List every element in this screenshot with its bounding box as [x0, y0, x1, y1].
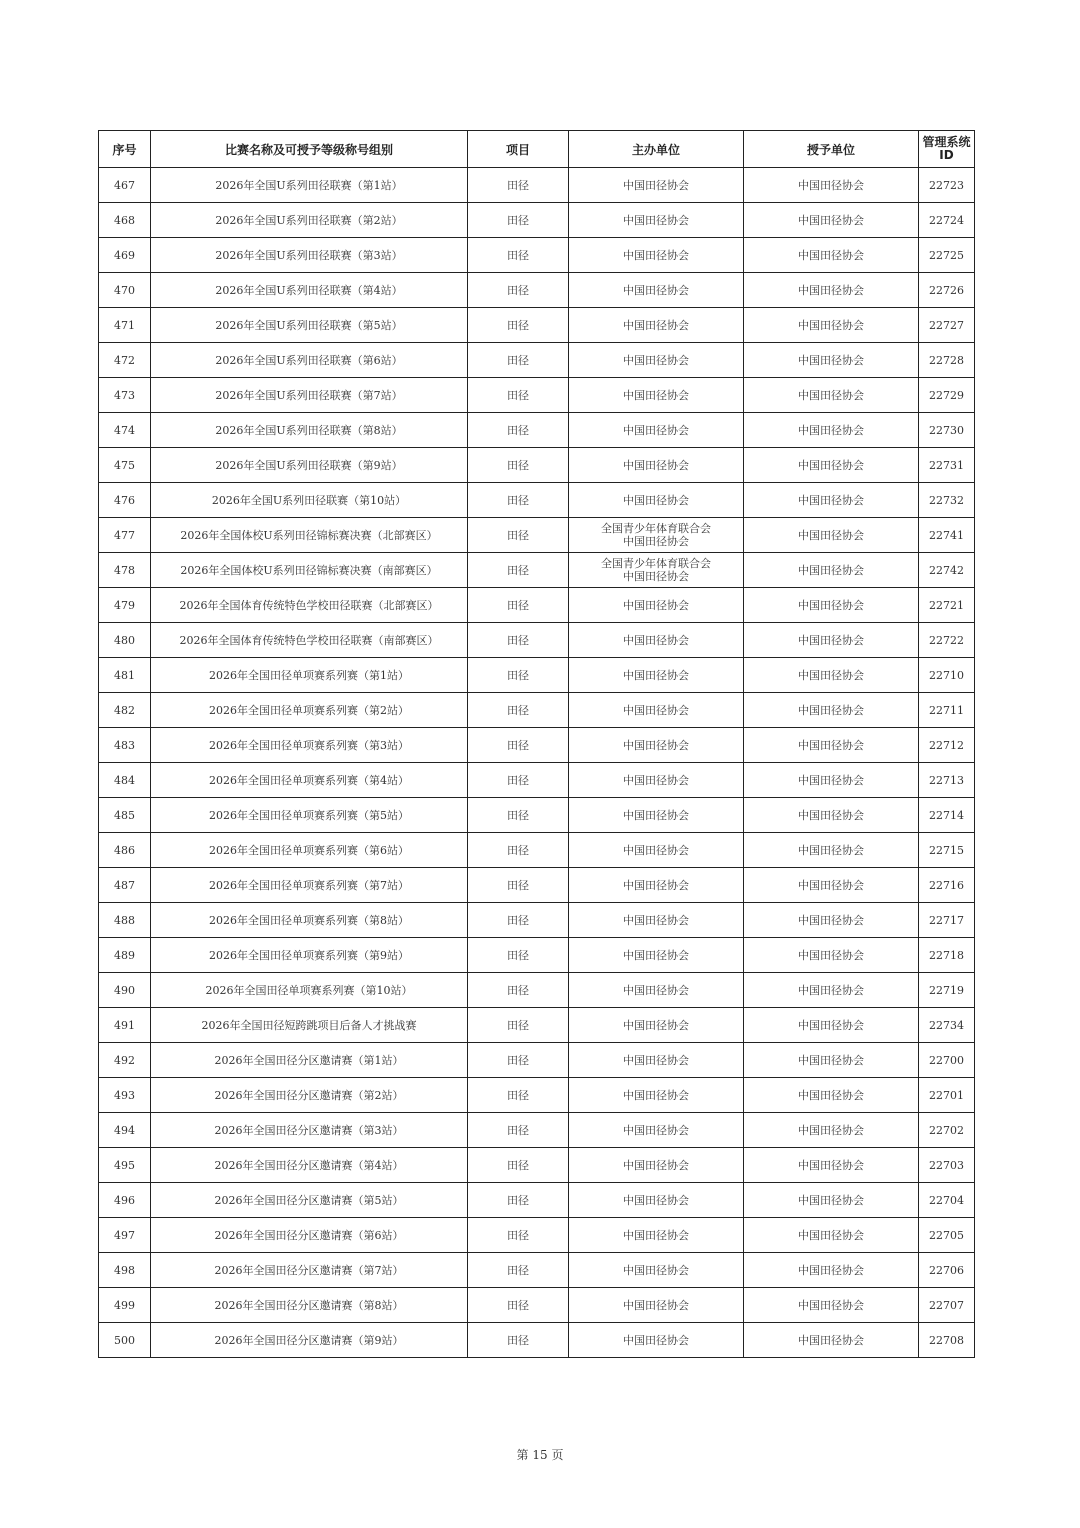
cell-grantor: 中国田径协会	[744, 483, 919, 518]
cell-name: 2026年全国田径单项赛系列赛（第1站）	[151, 658, 468, 693]
table-row	[99, 168, 975, 203]
cell-no: 471	[99, 308, 151, 343]
cell-no: 480	[99, 623, 151, 658]
cell-no: 485	[99, 798, 151, 833]
cell-name: 2026年全国田径分区邀请赛（第4站）	[151, 1148, 468, 1183]
host-org-line: 全国青少年体育联合会	[601, 522, 711, 535]
cell-no: 500	[99, 1323, 151, 1358]
cell-system-id: 22701	[919, 1078, 975, 1113]
page-number: 第 15 页	[516, 1448, 564, 1462]
table-row	[99, 1148, 975, 1183]
cell-name: 2026年全国U系列田径联赛（第3站）	[151, 238, 468, 273]
cell-no: 484	[99, 763, 151, 798]
cell-sport: 田径	[468, 658, 569, 693]
cell-sport: 田径	[468, 203, 569, 238]
cell-name: 2026年全国田径单项赛系列赛（第5站）	[151, 798, 468, 833]
cell-no: 495	[99, 1148, 151, 1183]
cell-sport: 田径	[468, 1008, 569, 1043]
cell-name: 2026年全国田径单项赛系列赛（第4站）	[151, 763, 468, 798]
cell-host	[569, 728, 744, 763]
cell-system-id: 22719	[919, 973, 975, 1008]
cell-host	[569, 553, 744, 588]
cell-sport: 田径	[468, 903, 569, 938]
cell-sport: 田径	[468, 868, 569, 903]
cell-sport: 田径	[468, 1043, 569, 1078]
table-row	[99, 1218, 975, 1253]
table-row	[99, 658, 975, 693]
cell-name: 2026年全国田径短跨跳项目后备人才挑战赛	[151, 1008, 468, 1043]
cell-host	[569, 623, 744, 658]
host-org-line: 中国田径协会	[623, 1193, 689, 1207]
cell-name: 2026年全国U系列田径联赛（第6站）	[151, 343, 468, 378]
cell-sport: 田径	[468, 413, 569, 448]
cell-sport: 田径	[468, 448, 569, 483]
table-row	[99, 1253, 975, 1288]
cell-no: 490	[99, 973, 151, 1008]
cell-name: 2026年全国U系列田径联赛（第1站）	[151, 168, 468, 203]
cell-host	[569, 868, 744, 903]
cell-system-id: 22732	[919, 483, 975, 518]
cell-name: 2026年全国田径单项赛系列赛（第6站）	[151, 833, 468, 868]
cell-name: 2026年全国田径分区邀请赛（第3站）	[151, 1113, 468, 1148]
cell-grantor: 中国田径协会	[744, 1218, 919, 1253]
host-org-line: 中国田径协会	[623, 1333, 689, 1347]
cell-sport: 田径	[468, 483, 569, 518]
cell-sport: 田径	[468, 1323, 569, 1358]
cell-grantor: 中国田径协会	[744, 1008, 919, 1043]
host-org-line: 中国田径协会	[623, 1263, 689, 1277]
header-sport: 项目	[468, 131, 569, 168]
host-org-line: 中国田径协会	[623, 1158, 689, 1172]
cell-grantor: 中国田径协会	[744, 203, 919, 238]
table-header-row	[99, 131, 975, 168]
cell-system-id: 22725	[919, 238, 975, 273]
host-org-line: 中国田径协会	[623, 423, 689, 437]
host-org-line: 中国田径协会	[623, 458, 689, 472]
cell-grantor: 中国田径协会	[744, 1183, 919, 1218]
host-org-line: 中国田径协会	[623, 773, 689, 787]
cell-grantor: 中国田径协会	[744, 763, 919, 798]
cell-system-id: 22702	[919, 1113, 975, 1148]
cell-sport: 田径	[468, 1113, 569, 1148]
table-row	[99, 1288, 975, 1323]
table-row	[99, 553, 975, 588]
cell-sport: 田径	[468, 1288, 569, 1323]
cell-system-id: 22741	[919, 518, 975, 553]
cell-grantor: 中国田径协会	[744, 448, 919, 483]
host-org-line: 全国青少年体育联合会	[601, 557, 711, 570]
host-org-line: 中国田径协会	[623, 983, 689, 997]
cell-host	[569, 1218, 744, 1253]
cell-no: 478	[99, 553, 151, 588]
cell-host	[569, 203, 744, 238]
cell-sport: 田径	[468, 1253, 569, 1288]
table-row	[99, 798, 975, 833]
host-org-line: 中国田径协会	[623, 493, 689, 507]
cell-host	[569, 588, 744, 623]
table-row	[99, 238, 975, 273]
cell-no: 475	[99, 448, 151, 483]
cell-system-id: 22728	[919, 343, 975, 378]
cell-system-id: 22714	[919, 798, 975, 833]
cell-name: 2026年全国体育传统特色学校田径联赛（北部赛区）	[151, 588, 468, 623]
cell-grantor: 中国田径协会	[744, 378, 919, 413]
cell-no: 497	[99, 1218, 151, 1253]
cell-host	[569, 413, 744, 448]
cell-grantor: 中国田径协会	[744, 938, 919, 973]
cell-no: 491	[99, 1008, 151, 1043]
cell-sport: 田径	[468, 273, 569, 308]
cell-no: 499	[99, 1288, 151, 1323]
table-row	[99, 518, 975, 553]
cell-name: 2026年全国田径单项赛系列赛（第8站）	[151, 903, 468, 938]
cell-host	[569, 308, 744, 343]
cell-system-id: 22726	[919, 273, 975, 308]
cell-system-id: 22721	[919, 588, 975, 623]
table-row	[99, 588, 975, 623]
table-row	[99, 1078, 975, 1113]
cell-host	[569, 273, 744, 308]
cell-name: 2026年全国田径分区邀请赛（第2站）	[151, 1078, 468, 1113]
cell-system-id: 22731	[919, 448, 975, 483]
table-row	[99, 448, 975, 483]
cell-grantor: 中国田径协会	[744, 343, 919, 378]
cell-grantor: 中国田径协会	[744, 833, 919, 868]
table-row	[99, 203, 975, 238]
cell-sport: 田径	[468, 728, 569, 763]
cell-host	[569, 763, 744, 798]
cell-host	[569, 833, 744, 868]
host-org-line: 中国田径协会	[623, 633, 689, 647]
host-org-line: 中国田径协会	[623, 703, 689, 717]
cell-grantor: 中国田径协会	[744, 273, 919, 308]
cell-grantor: 中国田径协会	[744, 413, 919, 448]
cell-grantor: 中国田径协会	[744, 1043, 919, 1078]
cell-name: 2026年全国U系列田径联赛（第4站）	[151, 273, 468, 308]
cell-system-id: 22704	[919, 1183, 975, 1218]
cell-no: 486	[99, 833, 151, 868]
cell-system-id: 22715	[919, 833, 975, 868]
cell-system-id: 22729	[919, 378, 975, 413]
cell-grantor: 中国田径协会	[744, 308, 919, 343]
cell-grantor: 中国田径协会	[744, 973, 919, 1008]
cell-host	[569, 343, 744, 378]
table-row	[99, 623, 975, 658]
cell-no: 479	[99, 588, 151, 623]
header-no: 序号	[99, 131, 151, 168]
host-org-line: 中国田径协会	[623, 1088, 689, 1102]
cell-system-id: 22734	[919, 1008, 975, 1043]
host-org-line: 中国田径协会	[623, 913, 689, 927]
cell-sport: 田径	[468, 693, 569, 728]
cell-grantor: 中国田径协会	[744, 1148, 919, 1183]
cell-sport: 田径	[468, 308, 569, 343]
cell-no: 493	[99, 1078, 151, 1113]
cell-grantor: 中国田径协会	[744, 588, 919, 623]
cell-no: 492	[99, 1043, 151, 1078]
cell-system-id: 22708	[919, 1323, 975, 1358]
host-org-line: 中国田径协会	[623, 213, 689, 227]
competition-table	[98, 130, 975, 1358]
cell-grantor: 中国田径协会	[744, 1253, 919, 1288]
cell-sport: 田径	[468, 938, 569, 973]
host-org-line: 中国田径协会	[623, 1053, 689, 1067]
host-org-line: 中国田径协会	[623, 353, 689, 367]
cell-system-id: 22723	[919, 168, 975, 203]
header-system-id-line2: ID	[939, 148, 954, 162]
host-org-line: 中国田径协会	[623, 948, 689, 962]
cell-no: 489	[99, 938, 151, 973]
cell-grantor: 中国田径协会	[744, 518, 919, 553]
cell-host	[569, 1078, 744, 1113]
cell-name: 2026年全国U系列田径联赛（第9站）	[151, 448, 468, 483]
cell-grantor: 中国田径协会	[744, 1323, 919, 1358]
cell-system-id: 22718	[919, 938, 975, 973]
cell-no: 481	[99, 658, 151, 693]
cell-name: 2026年全国田径单项赛系列赛（第3站）	[151, 728, 468, 763]
host-org-line: 中国田径协会	[623, 598, 689, 612]
host-org-line: 中国田径协会	[623, 570, 689, 583]
cell-sport: 田径	[468, 1078, 569, 1113]
cell-grantor: 中国田径协会	[744, 623, 919, 658]
cell-name: 2026年全国U系列田径联赛（第5站）	[151, 308, 468, 343]
cell-no: 488	[99, 903, 151, 938]
cell-name: 2026年全国田径分区邀请赛（第5站）	[151, 1183, 468, 1218]
cell-system-id: 22730	[919, 413, 975, 448]
cell-host	[569, 1183, 744, 1218]
cell-system-id: 22742	[919, 553, 975, 588]
host-org-line: 中国田径协会	[623, 808, 689, 822]
host-org-line: 中国田径协会	[623, 388, 689, 402]
cell-sport: 田径	[468, 238, 569, 273]
cell-host	[569, 658, 744, 693]
table-row	[99, 378, 975, 413]
cell-sport: 田径	[468, 798, 569, 833]
cell-host	[569, 1043, 744, 1078]
cell-sport: 田径	[468, 1148, 569, 1183]
host-org-line: 中国田径协会	[623, 1228, 689, 1242]
host-org-line: 中国田径协会	[623, 318, 689, 332]
cell-host	[569, 973, 744, 1008]
cell-sport: 田径	[468, 1183, 569, 1218]
cell-system-id: 22703	[919, 1148, 975, 1183]
header-system-id-line1: 管理系统	[922, 135, 971, 149]
cell-name: 2026年全国U系列田径联赛（第8站）	[151, 413, 468, 448]
host-org-line: 中国田径协会	[623, 248, 689, 262]
cell-system-id: 22722	[919, 623, 975, 658]
cell-host	[569, 1323, 744, 1358]
cell-grantor: 中国田径协会	[744, 553, 919, 588]
host-org-line: 中国田径协会	[623, 843, 689, 857]
cell-name: 2026年全国田径单项赛系列赛（第10站）	[151, 973, 468, 1008]
cell-sport: 田径	[468, 518, 569, 553]
cell-sport: 田径	[468, 343, 569, 378]
cell-no: 482	[99, 693, 151, 728]
host-org-line: 中国田径协会	[623, 283, 689, 297]
cell-no: 472	[99, 343, 151, 378]
cell-grantor: 中国田径协会	[744, 1288, 919, 1323]
cell-host	[569, 693, 744, 728]
cell-system-id: 22716	[919, 868, 975, 903]
cell-host	[569, 518, 744, 553]
cell-name: 2026年全国田径分区邀请赛（第6站）	[151, 1218, 468, 1253]
cell-system-id: 22711	[919, 693, 975, 728]
cell-host	[569, 1253, 744, 1288]
cell-sport: 田径	[468, 588, 569, 623]
cell-grantor: 中国田径协会	[744, 868, 919, 903]
cell-no: 467	[99, 168, 151, 203]
cell-sport: 田径	[468, 553, 569, 588]
cell-no: 483	[99, 728, 151, 763]
cell-system-id: 22724	[919, 203, 975, 238]
host-org-line: 中国田径协会	[623, 668, 689, 682]
cell-grantor: 中国田径协会	[744, 1078, 919, 1113]
cell-name: 2026年全国体育传统特色学校田径联赛（南部赛区）	[151, 623, 468, 658]
cell-system-id: 22700	[919, 1043, 975, 1078]
cell-host	[569, 483, 744, 518]
cell-no: 468	[99, 203, 151, 238]
cell-no: 496	[99, 1183, 151, 1218]
cell-no: 474	[99, 413, 151, 448]
header-system-id	[919, 131, 975, 168]
header-grantor: 授予单位	[744, 131, 919, 168]
table-row	[99, 483, 975, 518]
table-row	[99, 1323, 975, 1358]
cell-system-id: 22717	[919, 903, 975, 938]
cell-host	[569, 238, 744, 273]
table-row	[99, 413, 975, 448]
cell-name: 2026年全国田径分区邀请赛（第9站）	[151, 1323, 468, 1358]
cell-grantor: 中国田径协会	[744, 1113, 919, 1148]
host-org-line: 中国田径协会	[623, 535, 689, 548]
cell-host	[569, 448, 744, 483]
cell-grantor: 中国田径协会	[744, 693, 919, 728]
cell-name: 2026年全国田径单项赛系列赛（第9站）	[151, 938, 468, 973]
table-row	[99, 273, 975, 308]
cell-system-id: 22707	[919, 1288, 975, 1323]
cell-grantor: 中国田径协会	[744, 238, 919, 273]
cell-host	[569, 1288, 744, 1323]
cell-name: 2026年全国体校U系列田径锦标赛决赛（北部赛区）	[151, 518, 468, 553]
cell-no: 494	[99, 1113, 151, 1148]
host-org-line: 中国田径协会	[623, 178, 689, 192]
cell-no: 469	[99, 238, 151, 273]
cell-system-id: 22710	[919, 658, 975, 693]
cell-name: 2026年全国U系列田径联赛（第10站）	[151, 483, 468, 518]
cell-system-id: 22705	[919, 1218, 975, 1253]
host-org-line: 中国田径协会	[623, 878, 689, 892]
cell-no: 476	[99, 483, 151, 518]
cell-name: 2026年全国田径分区邀请赛（第7站）	[151, 1253, 468, 1288]
header-name: 比赛名称及可授予等级称号组别	[151, 131, 468, 168]
cell-system-id: 22713	[919, 763, 975, 798]
cell-host	[569, 1008, 744, 1043]
cell-sport: 田径	[468, 1218, 569, 1253]
table-body	[99, 168, 975, 1358]
table-row	[99, 693, 975, 728]
host-org-line: 中国田径协会	[623, 738, 689, 752]
table-row	[99, 938, 975, 973]
cell-name: 2026年全国田径单项赛系列赛（第2站）	[151, 693, 468, 728]
host-org-line: 中国田径协会	[623, 1298, 689, 1312]
cell-sport: 田径	[468, 973, 569, 1008]
table-row	[99, 973, 975, 1008]
cell-name: 2026年全国田径分区邀请赛（第8站）	[151, 1288, 468, 1323]
table-row	[99, 868, 975, 903]
cell-grantor: 中国田径协会	[744, 168, 919, 203]
cell-name: 2026年全国田径分区邀请赛（第1站）	[151, 1043, 468, 1078]
cell-grantor: 中国田径协会	[744, 728, 919, 763]
cell-name: 2026年全国田径单项赛系列赛（第7站）	[151, 868, 468, 903]
cell-host	[569, 1113, 744, 1148]
cell-no: 470	[99, 273, 151, 308]
table-row	[99, 728, 975, 763]
table-row	[99, 1183, 975, 1218]
cell-name: 2026年全国U系列田径联赛（第2站）	[151, 203, 468, 238]
table-row	[99, 833, 975, 868]
cell-grantor: 中国田径协会	[744, 798, 919, 833]
cell-system-id: 22727	[919, 308, 975, 343]
table-row	[99, 1008, 975, 1043]
table-row	[99, 903, 975, 938]
cell-name: 2026年全国体校U系列田径锦标赛决赛（南部赛区）	[151, 553, 468, 588]
header-host: 主办单位	[569, 131, 744, 168]
cell-host	[569, 798, 744, 833]
cell-no: 473	[99, 378, 151, 413]
table-row	[99, 1043, 975, 1078]
cell-grantor: 中国田径协会	[744, 903, 919, 938]
cell-host	[569, 1148, 744, 1183]
table-row	[99, 343, 975, 378]
cell-sport: 田径	[468, 833, 569, 868]
cell-system-id: 22706	[919, 1253, 975, 1288]
cell-name: 2026年全国U系列田径联赛（第7站）	[151, 378, 468, 413]
cell-no: 487	[99, 868, 151, 903]
host-org-line: 中国田径协会	[623, 1123, 689, 1137]
cell-host	[569, 378, 744, 413]
cell-sport: 田径	[468, 168, 569, 203]
cell-host	[569, 903, 744, 938]
cell-no: 477	[99, 518, 151, 553]
table-row	[99, 763, 975, 798]
cell-grantor: 中国田径协会	[744, 658, 919, 693]
cell-no: 498	[99, 1253, 151, 1288]
cell-sport: 田径	[468, 623, 569, 658]
cell-host	[569, 168, 744, 203]
cell-system-id: 22712	[919, 728, 975, 763]
cell-sport: 田径	[468, 763, 569, 798]
cell-sport: 田径	[468, 378, 569, 413]
host-org-line: 中国田径协会	[623, 1018, 689, 1032]
table-row	[99, 308, 975, 343]
table-row	[99, 1113, 975, 1148]
cell-host	[569, 938, 744, 973]
